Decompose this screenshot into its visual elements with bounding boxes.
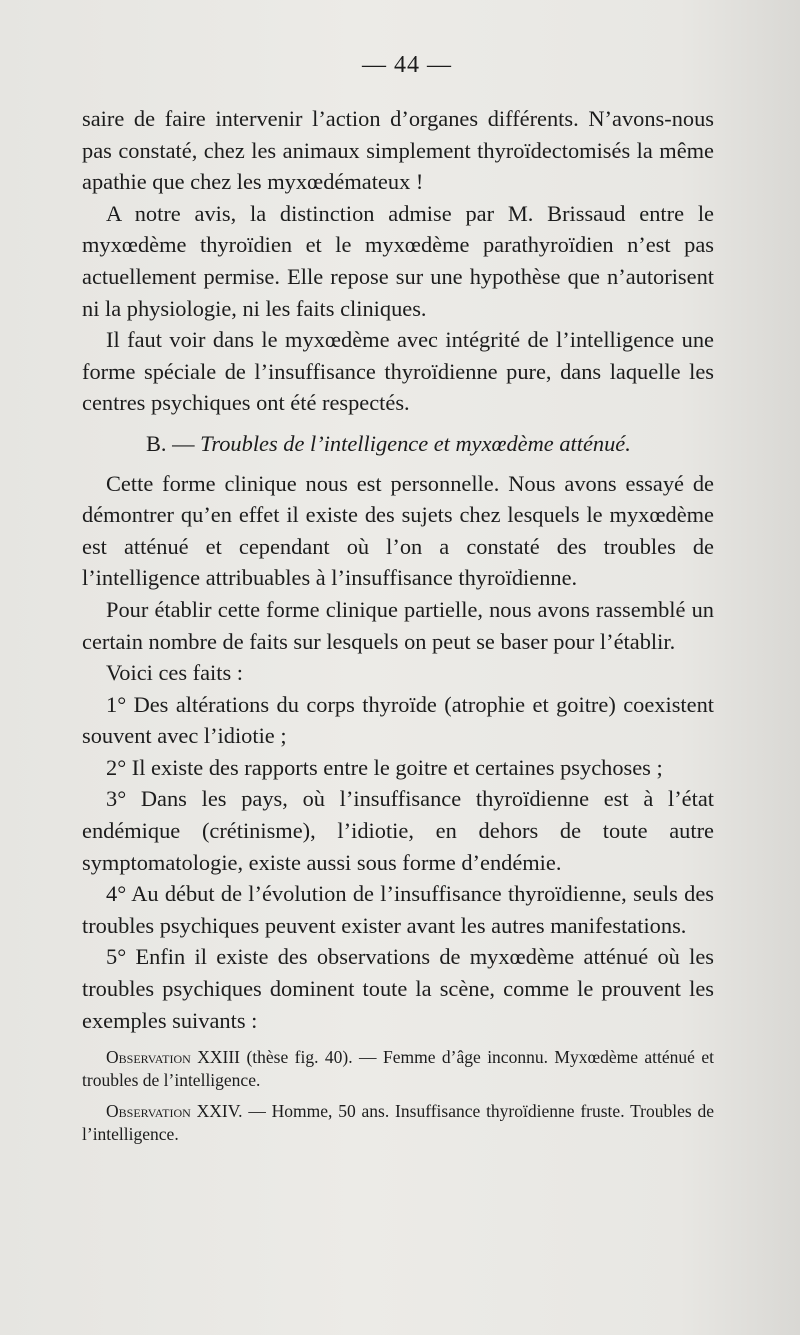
- paragraph: Voici ces faits :: [106, 660, 244, 686]
- observation-entry: [82, 1046, 714, 1092]
- observation-text: XXIII (thèse fig. 40). — Femme d’âge inconnu. Myxœdème atténué et troubles de l’intelligence.: [82, 1047, 714, 1091]
- section-label: B. —: [146, 430, 195, 456]
- observation-entry: [82, 1100, 714, 1146]
- page-number: — 44 —: [362, 52, 452, 78]
- list-item: 5° Enfin il existe des observations de myxœdème atténué où les troubles psychiques dominent toute la scène, comme le prouvent les exemples suivants :: [82, 944, 714, 1033]
- paragraph: Cette forme clinique nous est personnelle. Nous avons essayé de démontrer qu’en effet il existe des sujets chez lesquels le myxœdème est atténué et cependant où l’on a constaté des troubles de l’intelligence attribuables à l’insuffisance thyroïdienne.: [82, 470, 714, 591]
- paragraph: A notre avis, la distinction admise par M. Brissaud entre le myxœdème thyroïdien et le myxœdème parathyroïdien n’est pas actuellement permise. Elle repose sur une hypothèse que n’autorisent ni la physiologie, ni les faits cliniques.: [82, 200, 714, 321]
- observation-lead: Observation: [106, 1047, 191, 1068]
- list-item: 3° Dans les pays, où l’insuffisance thyroïdienne est à l’état endémique (crétinisme), l’idiotie, en dehors de toute autre symptomatologie, existe aussi sous forme d’endémie.: [82, 786, 714, 875]
- section-title: Troubles de l’intelligence et myxœdème atténué.: [200, 430, 631, 456]
- main-text: [82, 103, 714, 1036]
- paragraph: saire de faire intervenir l’action d’organes différents. N’avons-nous pas constaté, chez les animaux simplement thyroïdectomisés la même apathie que chez les myxœdémateux !: [82, 106, 714, 195]
- list-item: 4° Au début de l’évolution de l’insuffisance thyroïdienne, seuls des troubles psychiques peuvent exister avant les autres manifestations.: [82, 881, 714, 938]
- observation-lead: Observation: [106, 1101, 191, 1122]
- section-heading: [82, 428, 714, 460]
- list-item: 1° Des altérations du corps thyroïde (atrophie et goitre) coexistent souvent avec l’idiotie ;: [82, 691, 714, 749]
- paragraph: Pour établir cette forme clinique partielle, nous avons rassemblé un certain nombre de faits sur lesquels on peut se baser pour l’établir.: [82, 596, 714, 654]
- paragraph: Il faut voir dans le myxœdème avec intégrité de l’intelligence une forme spéciale de l’insuffisance thyroïdienne pure, dans laquelle les centres psychiques ont été respectés.: [82, 327, 714, 416]
- list-item: 2° Il existe des rapports entre le goitre et certaines psychoses ;: [106, 754, 663, 780]
- observation-text: XXIV. — Homme, 50 ans. Insuffisance thyroïdienne fruste. Troubles de l’intelligence.: [82, 1101, 714, 1145]
- observations: [82, 1046, 714, 1146]
